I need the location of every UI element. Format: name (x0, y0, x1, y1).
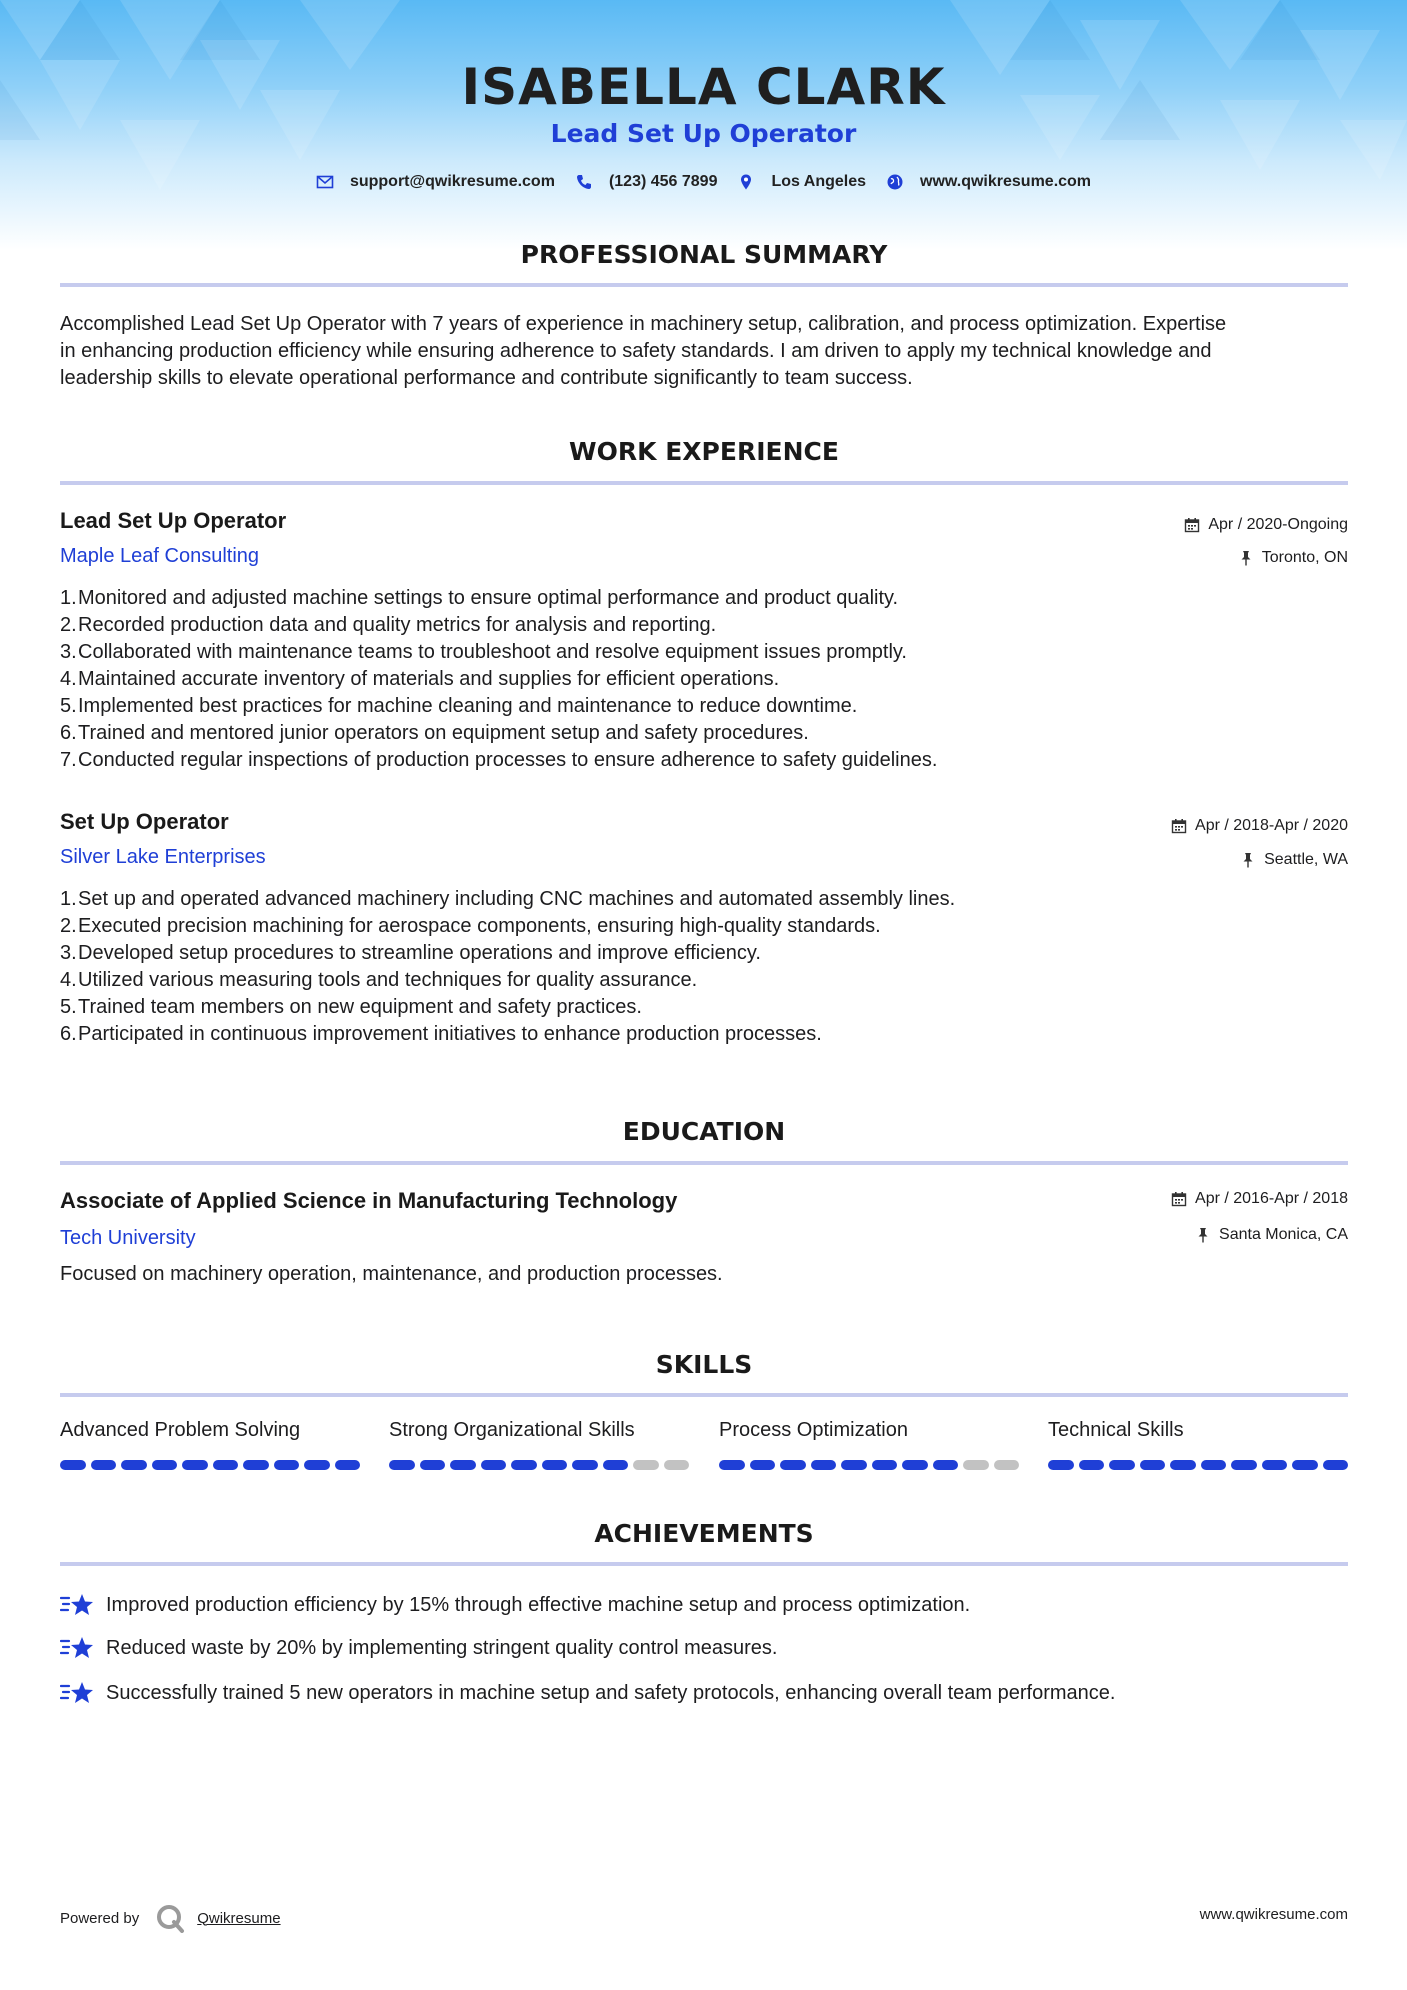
skill-segment-filled (603, 1460, 629, 1470)
calendar-icon (1171, 818, 1187, 834)
skills-divider (60, 1393, 1348, 1397)
skill-segment-filled (213, 1460, 239, 1470)
job-title: Set Up Operator (60, 809, 229, 834)
skill-segment-filled (542, 1460, 568, 1470)
skill-segment-filled (1079, 1460, 1105, 1470)
skill-segment-empty (994, 1460, 1020, 1470)
achievement-text: Successfully trained 5 new operators in machine setup and safety protocols, enhancing overall team performance. (106, 1681, 1116, 1704)
skill-segment-filled (511, 1460, 537, 1470)
contact-phone[interactable] (575, 173, 718, 191)
skill-segment-empty (633, 1460, 659, 1470)
skill-segment-filled (152, 1460, 178, 1470)
achievement-text: Reduced waste by 20% by implementing stringent quality control measures. (106, 1636, 778, 1659)
skill-segment-filled (450, 1460, 476, 1470)
summary-divider (60, 283, 1348, 287)
list-item: 4. Maintained accurate inventory of materials and supplies for efficient operations. (60, 668, 780, 690)
skill-segment-filled (841, 1460, 867, 1470)
skills-heading: SKILLS (655, 1350, 753, 1379)
skill-level-bar (719, 1460, 1019, 1470)
skill-name: Advanced Problem Solving (60, 1419, 301, 1441)
skill-segment-filled (780, 1460, 806, 1470)
job-company: Maple Leaf Consulting (60, 545, 260, 567)
candidate-role: Lead Set Up Operator (550, 119, 857, 148)
skill-segment-filled (1170, 1460, 1196, 1470)
achievement-item (60, 1633, 777, 1663)
star-icon (60, 1678, 94, 1708)
star-icon (60, 1590, 94, 1620)
achievement-text: Improved production efficiency by 15% through effective machine setup and process optimization. (106, 1593, 971, 1616)
skill-segment-filled (933, 1460, 959, 1470)
list-item: 3. Collaborated with maintenance teams to troubleshoot and resolve equipment issues promptly. (60, 641, 907, 663)
skill-segment-filled (1140, 1460, 1166, 1470)
achievement-item (60, 1678, 1115, 1708)
calendar-icon (1171, 1191, 1187, 1207)
list-item: 2. Recorded production data and quality metrics for analysis and reporting. (60, 614, 717, 636)
job-location-text: Seattle, WA (1264, 851, 1348, 868)
job-title: Lead Set Up Operator (60, 508, 287, 533)
footer-powered-by (60, 1903, 281, 1933)
list-item: 5. Implemented best practices for machine cleaning and maintenance to reduce downtime. (60, 695, 858, 717)
skill-segment-filled (389, 1460, 415, 1470)
contact-email-text: support@qwikresume.com (349, 173, 555, 190)
skill-segment-filled (304, 1460, 330, 1470)
job-dates (1171, 817, 1348, 835)
skill-segment-filled (872, 1460, 898, 1470)
experience-divider (60, 481, 1348, 485)
list-item: 3. Developed setup procedures to streamline operations and improve efficiency. (60, 942, 761, 964)
skill-segment-filled (811, 1460, 837, 1470)
achievements-heading: ACHIEVEMENTS (594, 1519, 814, 1548)
education-location (1195, 1226, 1348, 1244)
skill-segment-filled (121, 1460, 147, 1470)
contact-website[interactable] (886, 173, 1091, 191)
qwikresume-logo (155, 1903, 185, 1933)
skill-segment-empty (664, 1460, 690, 1470)
list-item: 1. Monitored and adjusted machine settings to ensure optimal performance and product quality. (60, 587, 899, 609)
list-item: 6. Trained and mentored junior operators on equipment setup and safety procedures. (60, 722, 809, 744)
skill-segment-empty (963, 1460, 989, 1470)
pushpin-icon (1240, 852, 1256, 868)
skill-segment-filled (1262, 1460, 1288, 1470)
summary-heading: PROFESSIONAL SUMMARY (520, 240, 888, 269)
job-dates-text: Apr / 2020-Ongoing (1208, 516, 1348, 533)
footer-website[interactable]: www.qwikresume.com (1199, 1906, 1348, 1923)
education-description: Focused on machinery operation, maintenance, and production processes. (60, 1263, 723, 1285)
summary-line: leadership skills to elevate operational performance and contribute significantly to team success. (60, 367, 913, 389)
list-item: 5. Trained team members on new equipment and safety practices. (60, 996, 642, 1018)
qwikresume-link[interactable]: Qwikresume (197, 1909, 281, 1927)
skill-level-bar (60, 1460, 360, 1470)
pushpin-icon (1238, 550, 1254, 566)
skill-segment-filled (1231, 1460, 1257, 1470)
achievement-item (60, 1590, 970, 1620)
list-item: 7. Conducted regular inspections of production processes to ensure adherence to safety guidelines. (60, 749, 938, 771)
contact-location-text: Los Angeles (771, 173, 867, 190)
skill-name: Technical Skills (1048, 1419, 1184, 1441)
pushpin-icon (1195, 1227, 1211, 1243)
contact-website-text: www.qwikresume.com (920, 173, 1092, 190)
skill-name: Process Optimization (719, 1419, 908, 1441)
skill-segment-filled (719, 1460, 745, 1470)
experience-heading: WORK EXPERIENCE (569, 437, 839, 466)
education-divider (60, 1161, 1348, 1165)
skill-segment-filled (420, 1460, 446, 1470)
globe-icon (886, 173, 904, 191)
education-dates (1171, 1190, 1348, 1208)
skill-name: Strong Organizational Skills (389, 1419, 635, 1441)
skill-segment-filled (1323, 1460, 1349, 1470)
education-location-text: Santa Monica, CA (1219, 1226, 1348, 1243)
job-location (1238, 549, 1348, 567)
contact-bar (0, 173, 1407, 191)
education-heading: EDUCATION (622, 1117, 786, 1146)
candidate-name: ISABELLA CLARK (461, 58, 946, 116)
skill-segment-filled (335, 1460, 361, 1470)
skill-segment-filled (1292, 1460, 1318, 1470)
education-school: Tech University (60, 1227, 196, 1249)
list-item: 2. Executed precision machining for aerospace components, ensuring high-quality standards. (60, 915, 881, 937)
job-location-text: Toronto, ON (1261, 549, 1348, 566)
skill-item (60, 1419, 360, 1470)
job-bullets (60, 886, 955, 1048)
skill-segment-filled (750, 1460, 776, 1470)
contact-phone-text: (123) 456 7899 (608, 173, 718, 190)
skill-segment-filled (481, 1460, 507, 1470)
contact-email[interactable] (316, 173, 555, 191)
map-pin-icon (737, 173, 755, 191)
phone-icon (575, 173, 593, 191)
calendar-icon (1184, 517, 1200, 533)
powered-by-label: Powered by (60, 1909, 140, 1927)
summary-line: in enhancing production efficiency while ensuring adherence to safety standards. I am driven to apply my technical knowledge and (60, 340, 1212, 362)
contact-location (737, 173, 866, 191)
job-location (1240, 851, 1348, 869)
skill-segment-filled (902, 1460, 928, 1470)
skill-segment-filled (60, 1460, 86, 1470)
skill-segment-filled (1048, 1460, 1074, 1470)
list-item: 1. Set up and operated advanced machinery including CNC machines and automated assembly lines. (60, 888, 956, 910)
list-item: 4. Utilized various measuring tools and techniques for quality assurance. (60, 969, 698, 991)
list-item: 6. Participated in continuous improvement initiatives to enhance production processes. (60, 1023, 822, 1045)
skill-segment-filled (1201, 1460, 1227, 1470)
envelope-icon (316, 173, 334, 191)
job-dates-text: Apr / 2018-Apr / 2020 (1195, 817, 1348, 834)
achievements-divider (60, 1562, 1348, 1566)
skill-level-bar (1048, 1460, 1348, 1470)
education-degree: Associate of Applied Science in Manufacturing Technology (60, 1188, 678, 1213)
skill-segment-filled (243, 1460, 269, 1470)
skill-level-bar (389, 1460, 689, 1470)
skill-segment-filled (1109, 1460, 1135, 1470)
job-bullets (60, 585, 937, 774)
skill-segment-filled (274, 1460, 300, 1470)
skill-item (719, 1419, 1019, 1470)
summary-line: Accomplished Lead Set Up Operator with 7 years of experience in machinery setup, calibration, and process optimization. Expertise (60, 313, 1227, 335)
job-dates (1184, 516, 1348, 534)
star-icon (60, 1633, 94, 1663)
skill-segment-filled (91, 1460, 117, 1470)
skill-segment-filled (182, 1460, 208, 1470)
summary-text (60, 311, 1350, 392)
skill-segment-filled (572, 1460, 598, 1470)
skill-item (389, 1419, 689, 1470)
job-company: Silver Lake Enterprises (60, 846, 266, 868)
education-dates-text: Apr / 2016-Apr / 2018 (1195, 1190, 1348, 1207)
skill-item (1048, 1419, 1348, 1470)
